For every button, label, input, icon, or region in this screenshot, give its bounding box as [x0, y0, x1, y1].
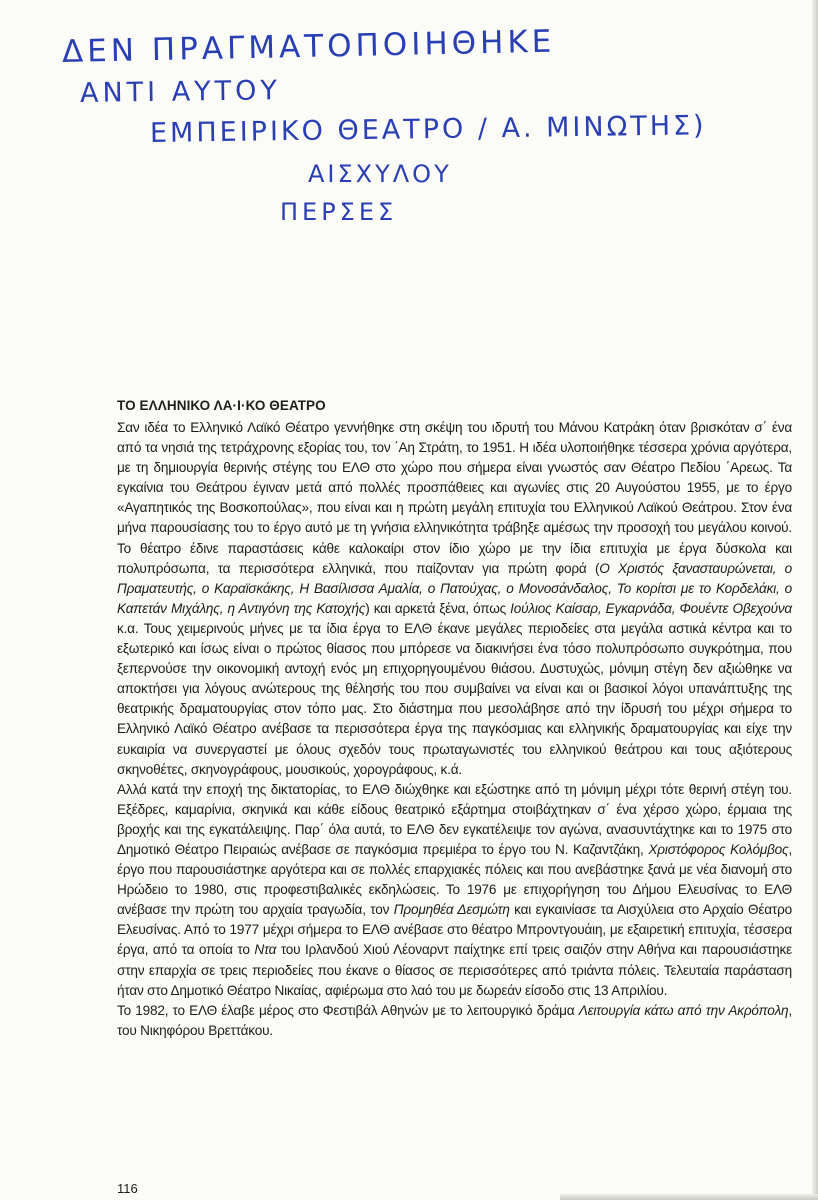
article-heading: ΤΟ ΕΛΛΗΝΙΚΟ ΛΑ·Ι·ΚΟ ΘΕΑΤΡΟ [117, 398, 326, 413]
handwritten-line-2: ΑΝΤΙ ΑΥΤΟΥ [79, 75, 282, 109]
body-text: κ.α. Τους χειμερινούς μήνες με τα ίδια έργα το ΕΛΘ έκανε μεγάλες περιοδείες στα μεγάλα αστικά κέντρα και το εξωτερικό και ίσως είναι ο πρώτος θίασος που μπόρεσε να διακινήσει ένα τόσο πολυπρόσωπο συγκρότημα, που ξεπερνούσε την οικονομική αντοχή ενός μη επιχορηγουμένου θιάσου. Δυστυχώς, μόνιμη στέγη δεν αξιώθηκε να αποκτήσει για λόγους ανώτερους της θέλησής του που συμβαίνει να είναι και οι βασικοί λόγοι υπανάπτυξης της θεατρικής δραματουργίας στον τόπο μας. Στο διάστημα που μεσολάβησε από την ίδρυσή του μέχρι σήμερα το Ελληνικό Λαϊκό Θέατρο ανέβασε τα περισσότερα έργα της παγκόσμιας και ελληνικής δραματουργίας και είχε την ευκαιρία να συνεργαστεί με όλους σχεδόν τους πρωταγωνιστές του ελληνικού θεάτρου και τους αξιότερους σκηνοθέτες, σκηνογράφους, μουσικούς, χορογράφους, κ.ά. [117, 620, 792, 777]
body-text: Το 1982, το ΕΛΘ έλαβε μέρος στο Φεστιβάλ Αθηνών με το λειτουργικό δράμα [117, 1002, 579, 1018]
body-text: ) και αρκετά ξένα, όπως [365, 600, 511, 616]
body-text: , του Νικηφόρου Βρεττάκου. [117, 1002, 792, 1038]
italic-title-text: Λειτουργία κάτω από την Ακρόπολη [578, 1002, 789, 1018]
handwritten-line-4: ΑΙΣΧΥΛΟΥ [308, 160, 452, 188]
italic-title-text: Ο Χριστός ξανασταυρώνεται, ο Πραματευτής, ο Καραϊσκάκης, Η Βασίλισσα Αμαλία, ο Πατούχας, ο Μονοσάνδαλος, Το κορίτσι με το Κορδελάκι, ο Καπετάν Μιχάλης, η Αντιγόνη της Κατοχής [117, 560, 793, 616]
italic-title-text: Χριστόφορος Κολόμβος [648, 841, 789, 857]
body-text: Σαν ιδέα το Ελληνικό Λαϊκό Θέατρο γεννήθηκε στη σκέψη του ιδρυτή του Μάνου Κατράκη όταν βρισκόταν σ΄ ένα από τα νησιά της τετράχρονης εξορίας του, τον ΄Αη Στράτη, το 1951. Η ιδέα υλοποιήθηκε τέσσερα χρόνια αργότερα, με τη δημιουργία θερινής στέγης του ΕΛΘ στο χώρο που σήμερα είναι γνωστός σαν Θέατρο Πεδίου ΄Αρεως. Τα εγκαίνια του Θεάτρου έγιναν μετά από πολλές προσπάθειες και αγωνίες στις 20 Αυγούστου 1955, με το έργο «Αγαπητικός της Βοσκοπούλας», που είναι και η πρώτη μεγάλη επιτυχία του Ελληνικού Λαϊκού Θεάτρου. Στον ένα μήνα παρουσίασης του το έργο αυτό με τη γνήσια ελληνικότητα τράβηξε αμέσως την προσοχή του μεγάλου κοινού. Το θέατρο έδινε παραστάσεις κάθε καλοκαίρι στον ίδιο χώρο με την ίδια επιτυχία με έργα δύσκολα και πολυπρόσωπα, τα περισσότερα ελληνικά, που παίζονταν για πρώτη φορά ( [117, 420, 792, 576]
italic-title-text: Προμηθέα Δεσμώτη [393, 902, 510, 918]
italic-title-text: Ντα [254, 942, 277, 958]
body-text: , έργο που παρουσιάστηκε αργότερα και σε πολλές επαρχιακές πόλεις και που ανεβάστηκε ξανά με νέα διανομή στο Ηρώδειο το 1980, στις προφεστιβαλικές εκδηλώσεις. Το 1976 με επιχορήγηση του Δήμου Ελευσίνας το ΕΛΘ ανέβασε την πρώτη του αρχαία τραγωδία, τον [117, 841, 793, 918]
article-paragraph-1 [117, 418, 792, 780]
body-text: του Ιρλανδού Χιού Λέοναρντ παίχτηκε επί τρεις σαιζόν στην Αθήνα και παρουσιάστηκε στην επαρχία σε τρεις περιοδείες που έκανε ο θίασος σε περισσότερες από τριάντα πόλεις. Τελευταία παράσταση ήταν στο Δημοτικό Θέατρο Νικαίας, αφιέρωμα στο λαό του με δωρεάν είσοδο στις 13 Απριλίου. [117, 942, 792, 998]
page-number: 116 [117, 1181, 138, 1196]
italic-title-text: Ιούλιος Καίσαρ, Εγκαρνάδα, Φουέντε Οβεχούνα [510, 600, 792, 616]
handwritten-line-3: ΕΜΠΕΙΡΙΚΟ ΘΕΑΤΡΟ / Α. ΜΙΝΩΤΗΣ) [149, 110, 707, 149]
article [117, 396, 792, 1041]
article-paragraph-3 [117, 1001, 792, 1041]
body-text: Αλλά κατά την εποχή της δικτατορίας, το ΕΛΘ διώχθηκε και εξώστηκε από τη μόνιμη μέχρι τότε θερινή στέγη του. Εξέδρες, καμαρίνια, σκηνικά και κάθε είδους θεατρικό εξάρτημα στοιβάχτηκαν σ΄ ένα χέρσο χώρο, έρμαια της βροχής και της εγκατάλειψης. Παρ΄ όλα αυτά, το ΕΛΘ δεν εγκατέλειψε τον αγώνα, ανασυντάχτηκε και το 1975 στο Δημοτικό Θέατρο Πειραιώς ανέβασε σε παγκόσμια πρεμιέρα το έργο του Ν. Καζαντζάκη, [117, 781, 792, 857]
article-paragraph-2 [117, 780, 792, 1001]
handwritten-line-1: ΔΕΝ ΠΡΑΓΜΑΤΟΠΟΙΗΘΗΚΕ [61, 23, 556, 70]
body-text: και εγκαινίασε τα Αισχύλεια στο Αρχαίο Θέατρο Ελευσίνας. Από το 1977 μέχρι σήμερα το ΕΛΘ ανέβασε στο θέατρο Μπροντγουάιη, με εξαιρετική επιτυχία, τέσσερα έργα, από τα οποία το [117, 902, 792, 958]
handwritten-line-5: ΠΕΡΣΕΣ [280, 198, 398, 226]
handwritten-note [0, 0, 818, 260]
page-bottom-edge [560, 1194, 818, 1200]
